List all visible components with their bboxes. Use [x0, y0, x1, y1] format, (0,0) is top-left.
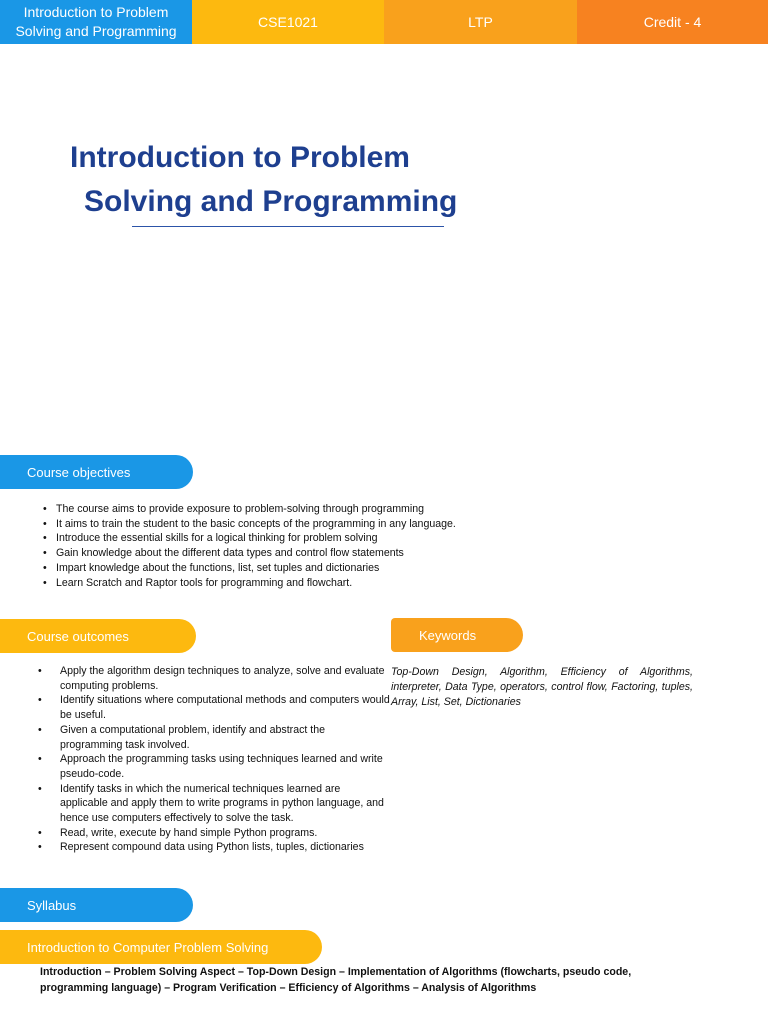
list-item: • Identify tasks in which the numerical techniques learned are applicable and apply them to write programs in python language, and hence use computers effectively to solve the task. — [60, 782, 390, 826]
course-objectives-list — [56, 502, 526, 590]
page-title — [70, 136, 457, 224]
header-course-code: CSE1021 — [192, 0, 384, 44]
header-ltp: LTP — [384, 0, 577, 44]
list-item: • The course aims to provide exposure to problem-solving through programming — [56, 502, 526, 517]
course-objectives-heading: Course objectives — [0, 455, 193, 489]
header-course-title: Introduction to Problem Solving and Programming — [0, 0, 192, 44]
list-item: • Impart knowledge about the functions, list, set tuples and dictionaries — [56, 561, 526, 576]
keywords-heading: Keywords — [391, 618, 523, 652]
page-title-line-2: Solving and Programming — [84, 185, 458, 218]
list-item: • Represent compound data using Python lists, tuples, dictionaries — [60, 840, 390, 855]
course-outcomes-heading: Course outcomes — [0, 619, 196, 653]
syllabus-unit-content: Introduction – Problem Solving Aspect – Top-Down Design – Implementation of Algorithms (flowcharts, pseudo code, programming language) – Program Verification – Efficiency of Algorithms – Analysis of Algorithms — [40, 966, 632, 994]
list-item: • It aims to train the student to the basic concepts of the programming in any language. — [56, 517, 526, 532]
header-credit: Credit - 4 — [577, 0, 768, 44]
list-item: • Introduce the essential skills for a logical thinking for problem solving — [56, 531, 526, 546]
course-outcomes-list — [60, 664, 390, 855]
course-header-band — [0, 0, 768, 44]
list-item: • Identify situations where computational methods and computers would be useful. — [60, 693, 390, 722]
keywords-text: Top-Down Design, Algorithm, Efficiency of Algorithms, interpreter, Data Type, operators, control flow, Factoring, tuples, Array, List, Set, Dictionaries — [391, 666, 693, 708]
list-item: • Apply the algorithm design techniques to analyze, solve and evaluate computing problems. — [60, 664, 390, 693]
list-item: • Gain knowledge about the different data types and control flow statements — [56, 546, 526, 561]
syllabus-unit-title: Introduction to Computer Problem Solving — [0, 930, 322, 964]
list-item: • Read, write, execute by hand simple Python programs. — [60, 826, 390, 841]
list-item: • Learn Scratch and Raptor tools for programming and flowchart. — [56, 576, 526, 591]
list-item: • Approach the programming tasks using techniques learned and write pseudo-code. — [60, 752, 390, 781]
list-item: • Given a computational problem, identify and abstract the programming task involved. — [60, 723, 390, 752]
syllabus-heading: Syllabus — [0, 888, 193, 922]
title-underline — [132, 226, 444, 227]
page-title-line-1: Introduction to Problem — [70, 141, 410, 174]
